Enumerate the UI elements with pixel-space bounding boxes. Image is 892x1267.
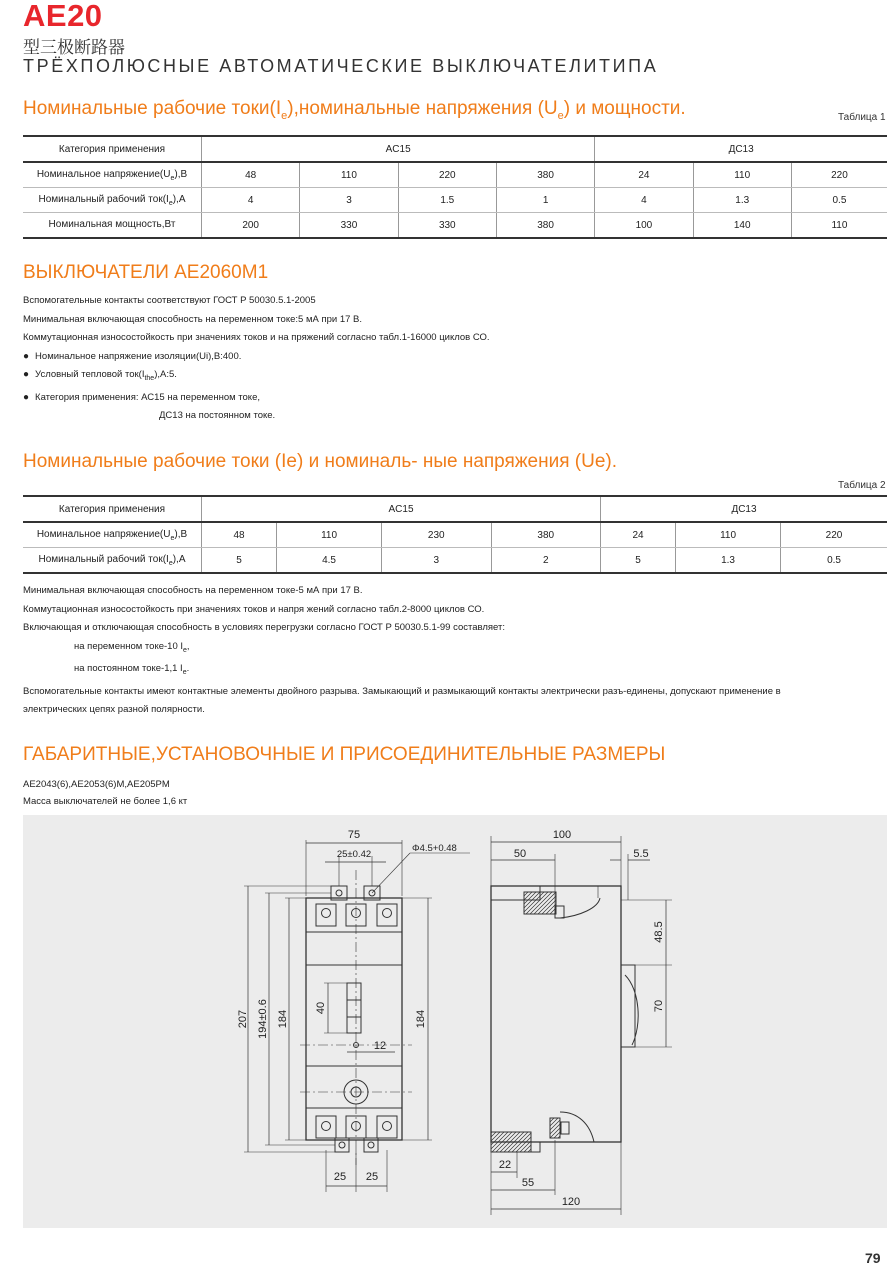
table-cell: 200 xyxy=(202,213,300,239)
table-cell: 220 xyxy=(791,162,887,188)
table-cell: 380 xyxy=(496,162,594,188)
table-cell: 1 xyxy=(496,188,594,213)
brand-title: AE20 xyxy=(23,0,103,33)
table-header-cell: ДС13 xyxy=(601,496,887,522)
dim-48-5: 48.5 xyxy=(653,921,665,943)
table-cell: 4 xyxy=(202,188,300,213)
table-cell: 140 xyxy=(693,213,791,239)
dim-25-tolerance: 25±0.42 xyxy=(336,849,372,860)
dim-25-right: 25 xyxy=(365,1171,379,1183)
dim-50: 50 xyxy=(513,848,527,860)
table1-label: Таблица 1 xyxy=(838,112,886,123)
section2-title: ВЫКЛЮЧАТЕЛИ AE2060M1 xyxy=(23,262,269,283)
section4-title: ГАБАРИТНЫЕ,УСТАНОВОЧНЫЕ И ПРИСОЕДИНИТЕЛЬНЫЕ РАЗМЕРЫ xyxy=(23,744,666,765)
section3-title: Номинальные рабочие токи (Ie) и номиналь- ные напряжения (Ue). xyxy=(23,451,618,472)
table-cell: 220 xyxy=(781,522,887,548)
table-cell: 330 xyxy=(300,213,398,239)
dim-207: 207 xyxy=(237,1009,249,1029)
table-header-cell: Категория применения xyxy=(23,496,202,522)
row-label: Номинальное $напряжение(U_e),В$ xyxy=(23,162,202,188)
dim-100: 100 xyxy=(552,829,572,841)
table-header-cell: ДС13 xyxy=(595,136,887,162)
table-cell: 5 xyxy=(601,548,676,574)
table-cell: 2 xyxy=(491,548,601,574)
text-line: Включающая и отключающая способность в условиях перегрузки согласно ГОСТ Р 50030.5.1-99 составляет: xyxy=(23,622,505,634)
table-cell: 24 xyxy=(601,522,676,548)
chinese-title: 型三极断路器 xyxy=(23,38,125,58)
table-cell: 110 xyxy=(693,162,791,188)
text-line: Вспомогательные контакты соответствуют ГОСТ Р 50030.5.1-2005 xyxy=(23,295,316,306)
page-number: 79 xyxy=(865,1250,881,1266)
dim-55: 55 xyxy=(521,1177,535,1189)
dim-120: 120 xyxy=(561,1196,581,1208)
table-cell: 48 xyxy=(202,522,277,548)
table-cell: 1.3 xyxy=(676,548,781,574)
table-cell: 110 xyxy=(676,522,781,548)
table-cell: 0.5 xyxy=(791,188,887,213)
table-cell: 100 xyxy=(595,213,693,239)
bullet-continuation: ДС13 на постоянном токе. xyxy=(159,410,276,422)
table-cell: 48 xyxy=(202,162,300,188)
section1-title: Номинальные рабочие $токи(I_e),номинальные$ напряжения $(U_e)$ и мощности. xyxy=(23,98,686,122)
table-cell: 0.5 xyxy=(781,548,887,574)
table-cell: 1.3 xyxy=(693,188,791,213)
table-cell: 110 xyxy=(791,213,887,239)
table-cell: 110 xyxy=(277,522,382,548)
dim-70: 70 xyxy=(653,999,665,1013)
bullet-item: ● Категория применения: АС15 на переменном токе, xyxy=(23,389,490,408)
text-line: электрических цепях разной полярности. xyxy=(23,704,205,716)
table2-label: Таблица 2 xyxy=(838,480,886,491)
russian-title: ТРЁХПОЛЮСНЫЕ АВТОМАТИЧЕСКИЕ ВЫКЛЮЧАТЕЛИТИПА xyxy=(23,56,659,76)
row-label: Номинальное $напряжение(U_e),В$ xyxy=(23,522,202,548)
bullet-item: ● Условный тепловой $ток(I_{the}),А:5$. xyxy=(23,366,490,388)
dim-25-left: 25 xyxy=(333,1171,347,1183)
table-cell: 4.5 xyxy=(277,548,382,574)
table-cell: 110 xyxy=(300,162,398,188)
table-cell: 1.5 xyxy=(398,188,496,213)
models-line: AE2043(6),AE2053(6)M,AE205PM xyxy=(23,779,170,790)
table-cell: 3 xyxy=(300,188,398,213)
dim-184-right: 184 xyxy=(415,1009,427,1029)
text-line: на постоянном токе-1,1 $I_e$. xyxy=(74,663,190,677)
table-header-cell: AC15 xyxy=(202,496,601,522)
dim-184-left: 184 xyxy=(277,1009,289,1029)
text-line: на переменном токе-10 $I_e$, xyxy=(74,640,190,654)
text-line: Коммутационная износостойкость при значениях токов и на пряжений согласно табл.1-16000 циклов СО. xyxy=(23,332,490,344)
dim-75: 75 xyxy=(347,829,361,841)
table-cell: 230 xyxy=(382,522,492,548)
row-label: Номинальная мощность,Вт xyxy=(23,213,202,239)
table-cell: 3 xyxy=(382,548,492,574)
text-line: Коммутационная износостойкость при значениях токов и напря жений согласно табл.2-8000 циклов СО. xyxy=(23,603,485,615)
dim-hole-diameter: Φ4.5+0.48 xyxy=(412,843,457,854)
dim-22: 22 xyxy=(498,1159,512,1171)
table-header-cell: Категория применения xyxy=(23,136,202,162)
table-cell: 4 xyxy=(595,188,693,213)
table-cell: 380 xyxy=(496,213,594,239)
row-label: Номинальный рабочий $ток(I_e),А$ xyxy=(23,548,202,574)
table-cell: 380 xyxy=(491,522,601,548)
dim-12: 12 xyxy=(373,1040,387,1052)
table-cell: 220 xyxy=(398,162,496,188)
text-line: Минимальная включающая способность на переменном токе:5 мА при 17 В. xyxy=(23,313,363,325)
row-label: Номинальный рабочий $ток(I_e),А$ xyxy=(23,188,202,213)
mass-line: Масса выключателей не более 1,6 кт xyxy=(23,796,188,807)
dim-40: 40 xyxy=(315,1001,327,1015)
side-view xyxy=(491,836,672,1215)
table-header-cell: AC15 xyxy=(202,136,595,162)
table-cell: 330 xyxy=(398,213,496,239)
table-cell: 24 xyxy=(595,162,693,188)
bullet-item: ● Номинальное напряжение изоляции(Ui),В:400. xyxy=(23,348,490,367)
dim-5-5: 5.5 xyxy=(633,848,649,860)
text-line: Минимальная включающая способность на переменном токе-5 мА при 17 В. xyxy=(23,585,363,596)
text-line: Вспомогательные контакты имеют контактные элементы двойного разрыва. Замыкающий и размыкающий контакты электрически разъ-единены, допускают применение в xyxy=(23,685,781,697)
table-cell: 5 xyxy=(202,548,277,574)
dim-194: 194±0.6 xyxy=(257,999,269,1039)
